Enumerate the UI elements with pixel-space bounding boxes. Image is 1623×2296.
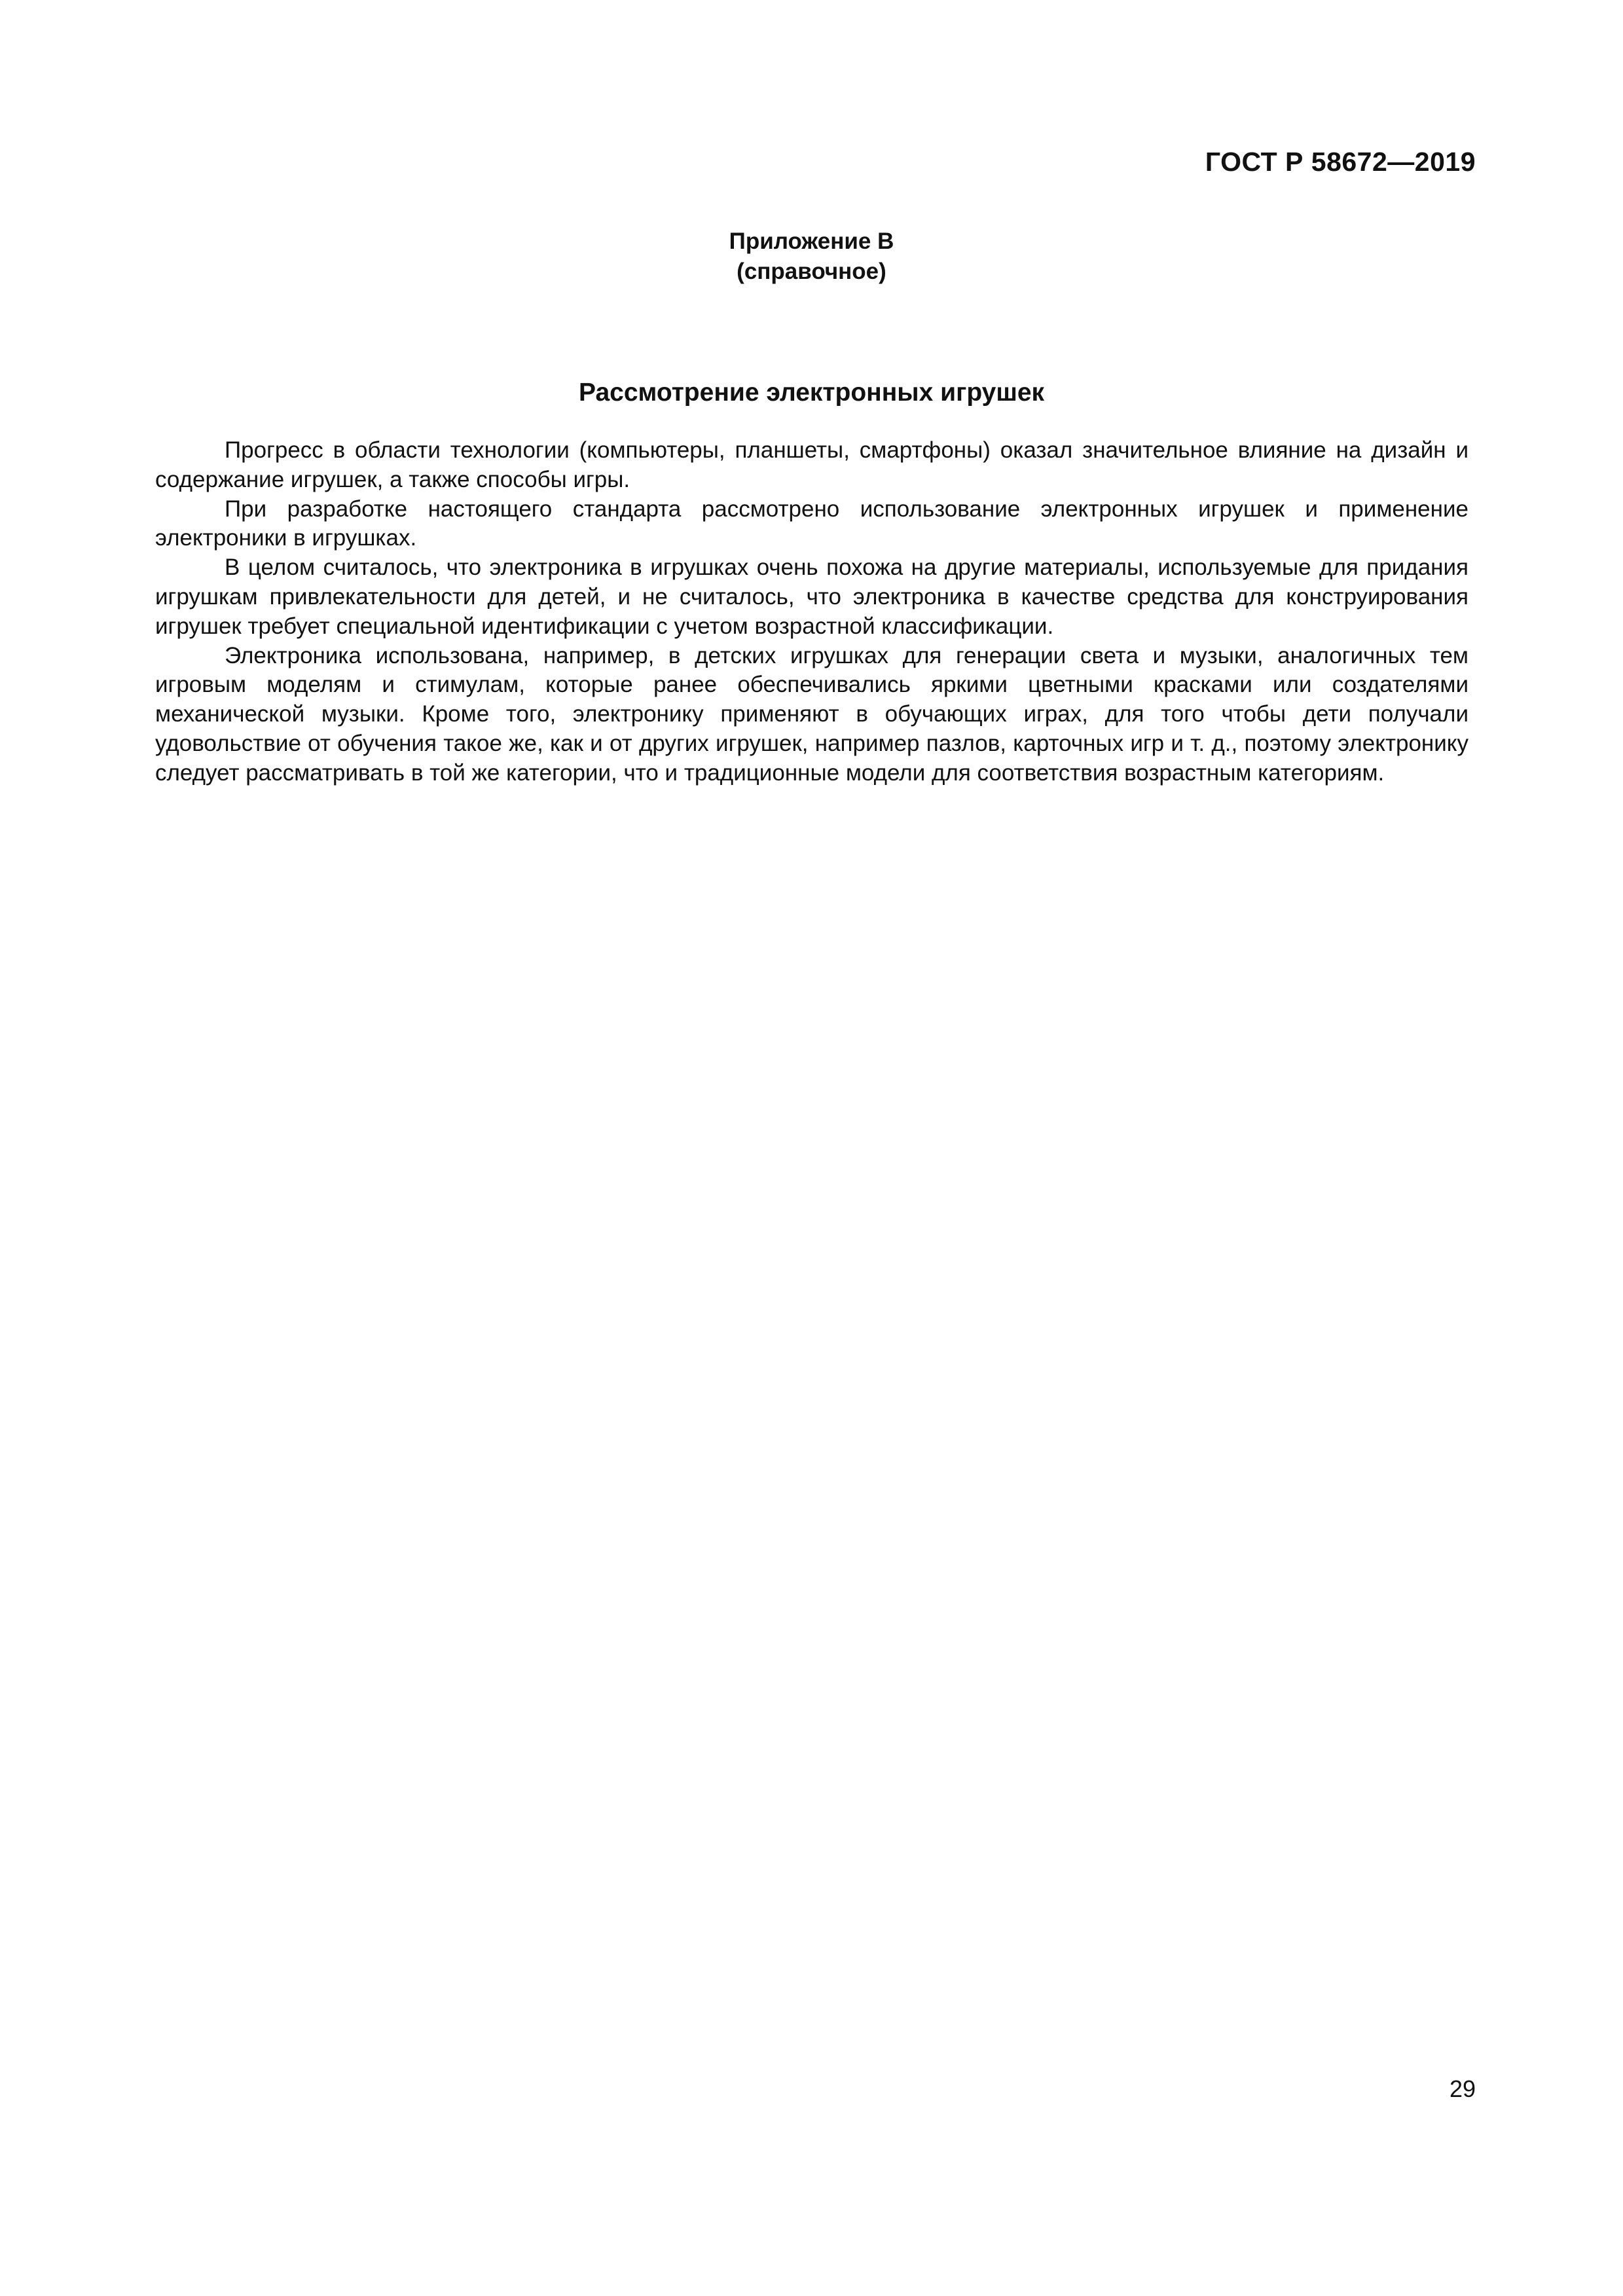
page-number: 29 bbox=[1449, 2075, 1476, 2102]
appendix-type: (справочное) bbox=[737, 259, 886, 284]
paragraph: При разработке настоящего стандарта рассмотрено использование электронных игрушек и применение электроники в игрушках. bbox=[155, 496, 1468, 551]
appendix-heading bbox=[0, 227, 1623, 287]
paragraph: Прогресс в области технологии (компьютеры, планшеты, смартфоны) оказал значительное влияние на дизайн и содержание игрушек, а также способы игры. bbox=[155, 437, 1468, 492]
appendix-title: Приложение В bbox=[729, 228, 894, 254]
paragraph: В целом считалось, что электроника в игрушках очень похожа на другие материалы, используемые для придания игрушкам привлекательности для детей, и не считалось, что электроника в качестве средства для конструирования игрушек требует специальной идентификации с учетом возрастной классификации. bbox=[155, 555, 1468, 639]
section-title: Рассмотрение электронных игрушек bbox=[578, 378, 1045, 407]
document-code: ГОСТ Р 58672—2019 bbox=[1205, 147, 1476, 177]
body-text bbox=[155, 436, 1468, 788]
paragraph: Электроника использована, например, в детских игрушках для генерации света и музыки, аналогичных тем игровым моделям и стимулам, которые ранее обеспечивались яркими цветными красками или создателями механической музыки. Кроме того, электронику применяют в обучающих играх, для того чтобы дети получали удовольствие от обучения такое же, как и от других игрушек, например пазлов, карточных игр и т. д., поэтому электронику следует рассматривать в той же категории, что и традиционные модели для соответствия возрастным категориям. bbox=[155, 642, 1468, 786]
